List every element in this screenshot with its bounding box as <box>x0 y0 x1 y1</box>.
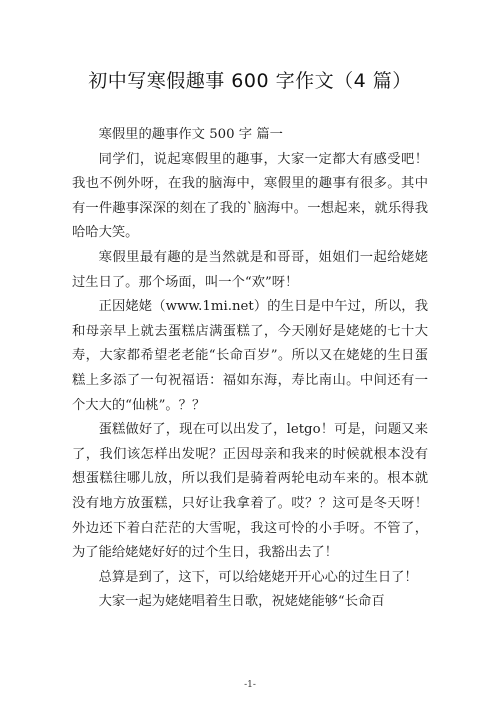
section-heading: 寒假里的趣事作文 500 字 篇一 <box>98 127 283 142</box>
paragraph: 总算是到了，这下，可以给姥姥开开心心的过生日了！ <box>98 569 418 585</box>
paragraph: 同学们，说起寒假里的趣事，大家一定都大有感受吧！我也不例外呀，在我的脑海中，寒假里的趣事有很多。其中有一件趣事深深的刻在了我的`脑海中。一想起来，就乐得我哈哈大笑。 <box>72 151 428 241</box>
document-title: 初中写寒假趣事 600 字作文（4 篇） <box>88 70 412 92</box>
paragraph: 大家一起为姥姥唱着生日歌，祝姥姥能够“长命百 <box>98 594 385 610</box>
page-number: -1- <box>244 680 256 690</box>
paragraph: 寒假里最有趣的是当然就是和哥哥，姐姐们一起给姥姥过生日了。那个场面，叫一个“欢”呀！ <box>72 249 428 290</box>
document-body <box>72 123 428 615</box>
paragraph: 蛋糕做好了，现在可以出发了，letgo！可是，问题又来了，我们该怎样出发呢？正因母亲和我来的时候就根本没有想蛋糕往哪儿放，所以我们是骑着两轮电动车来的。根本就没有地方放蛋糕，只好让我拿着了。哎？？这可是冬天呀！外边还下着白茫茫的大雪呢，我这可怜的小手呀。不管了，为了能给姥姥好好的过个生日，我豁出去了！ <box>72 422 428 561</box>
paragraph: 正因姥姥（www.1mi.net）的生日是中午过，所以，我和母亲早上就去蛋糕店满蛋糕了，今天刚好是姥姥的七十大寿，大家都希望老老能“长命百岁”。所以又在姥姥的生日蛋糕上多添了一句祝福语：福如东海，寿比南山。中间还有一个大大的“仙桃”。？？ <box>72 299 428 413</box>
